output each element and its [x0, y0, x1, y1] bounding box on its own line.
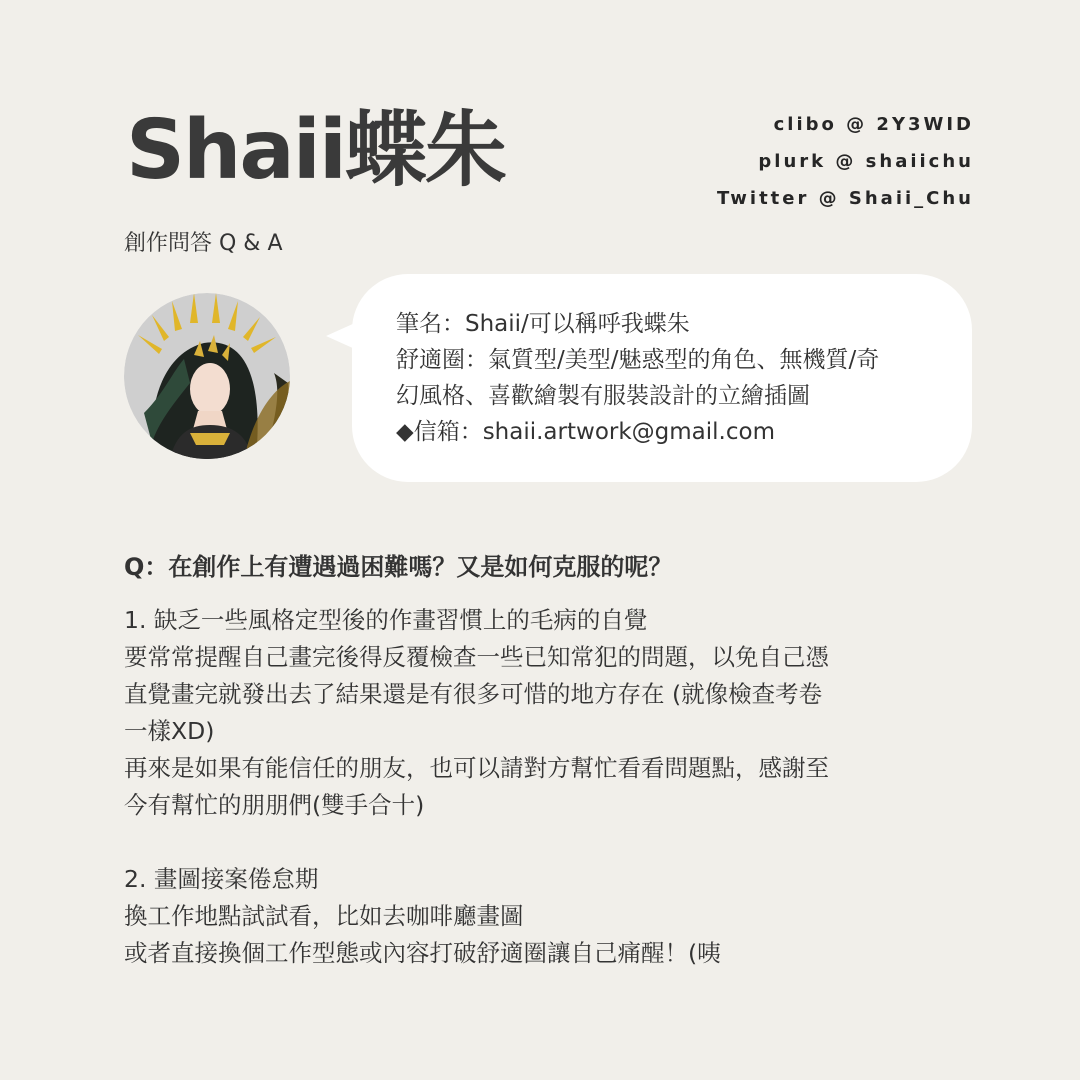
artist-avatar	[124, 293, 290, 459]
page-title: Shaii蝶朱	[126, 103, 505, 198]
social-links	[717, 106, 974, 217]
comfort-zone-line-cont: 幻風格、喜歡繪製有服裝設計的立繪插圖	[396, 383, 810, 409]
answer-line: 或者直接換個工作型態或內容打破舒適圈讓自己痛醒！(咦	[124, 939, 721, 967]
answer-spacer	[124, 824, 964, 861]
page-subtitle: 創作問答 Q & A	[124, 231, 283, 256]
question-heading: Q：在創作上有遭遇過困難嗎？又是如何克服的呢？	[124, 553, 673, 581]
pen-name-line: 筆名：Shaii/可以稱呼我蝶朱	[396, 311, 690, 337]
answer-line: 1. 缺乏一些風格定型後的作畫習慣上的毛病的自覺	[124, 606, 648, 634]
answer-line: 直覺畫完就發出去了結果還是有很多可惜的地方存在 (就像檢查考卷	[124, 680, 823, 708]
answer-line: 換工作地點試試看，比如去咖啡廳畫圖	[124, 902, 524, 930]
answer-body	[124, 602, 964, 972]
social-link-clibo[interactable]: clibo @ 2Y3WID	[773, 114, 974, 135]
profile-info	[396, 306, 956, 450]
social-link-twitter[interactable]: Twitter @ Shaii_Chu	[716, 188, 974, 209]
comfort-zone-line: 舒適圈：氣質型/美型/魅惑型的角色、無機質/奇	[396, 347, 880, 373]
answer-line: 要常常提醒自己畫完後得反覆檢查一些已知常犯的問題，以免自己憑	[124, 643, 829, 671]
answer-line: 再來是如果有能信任的朋友，也可以請對方幫忙看看問題點，感謝至	[124, 754, 829, 782]
social-link-plurk[interactable]: plurk @ shaiichu	[758, 151, 974, 172]
answer-line: 今有幫忙的朋朋們(雙手合十)	[124, 791, 425, 819]
answer-line: 2. 畫圖接案倦怠期	[124, 865, 319, 893]
answer-line: 一樣XD)	[124, 717, 215, 745]
email-line[interactable]: ◆信箱：shaii.artwork@gmail.com	[396, 419, 775, 445]
